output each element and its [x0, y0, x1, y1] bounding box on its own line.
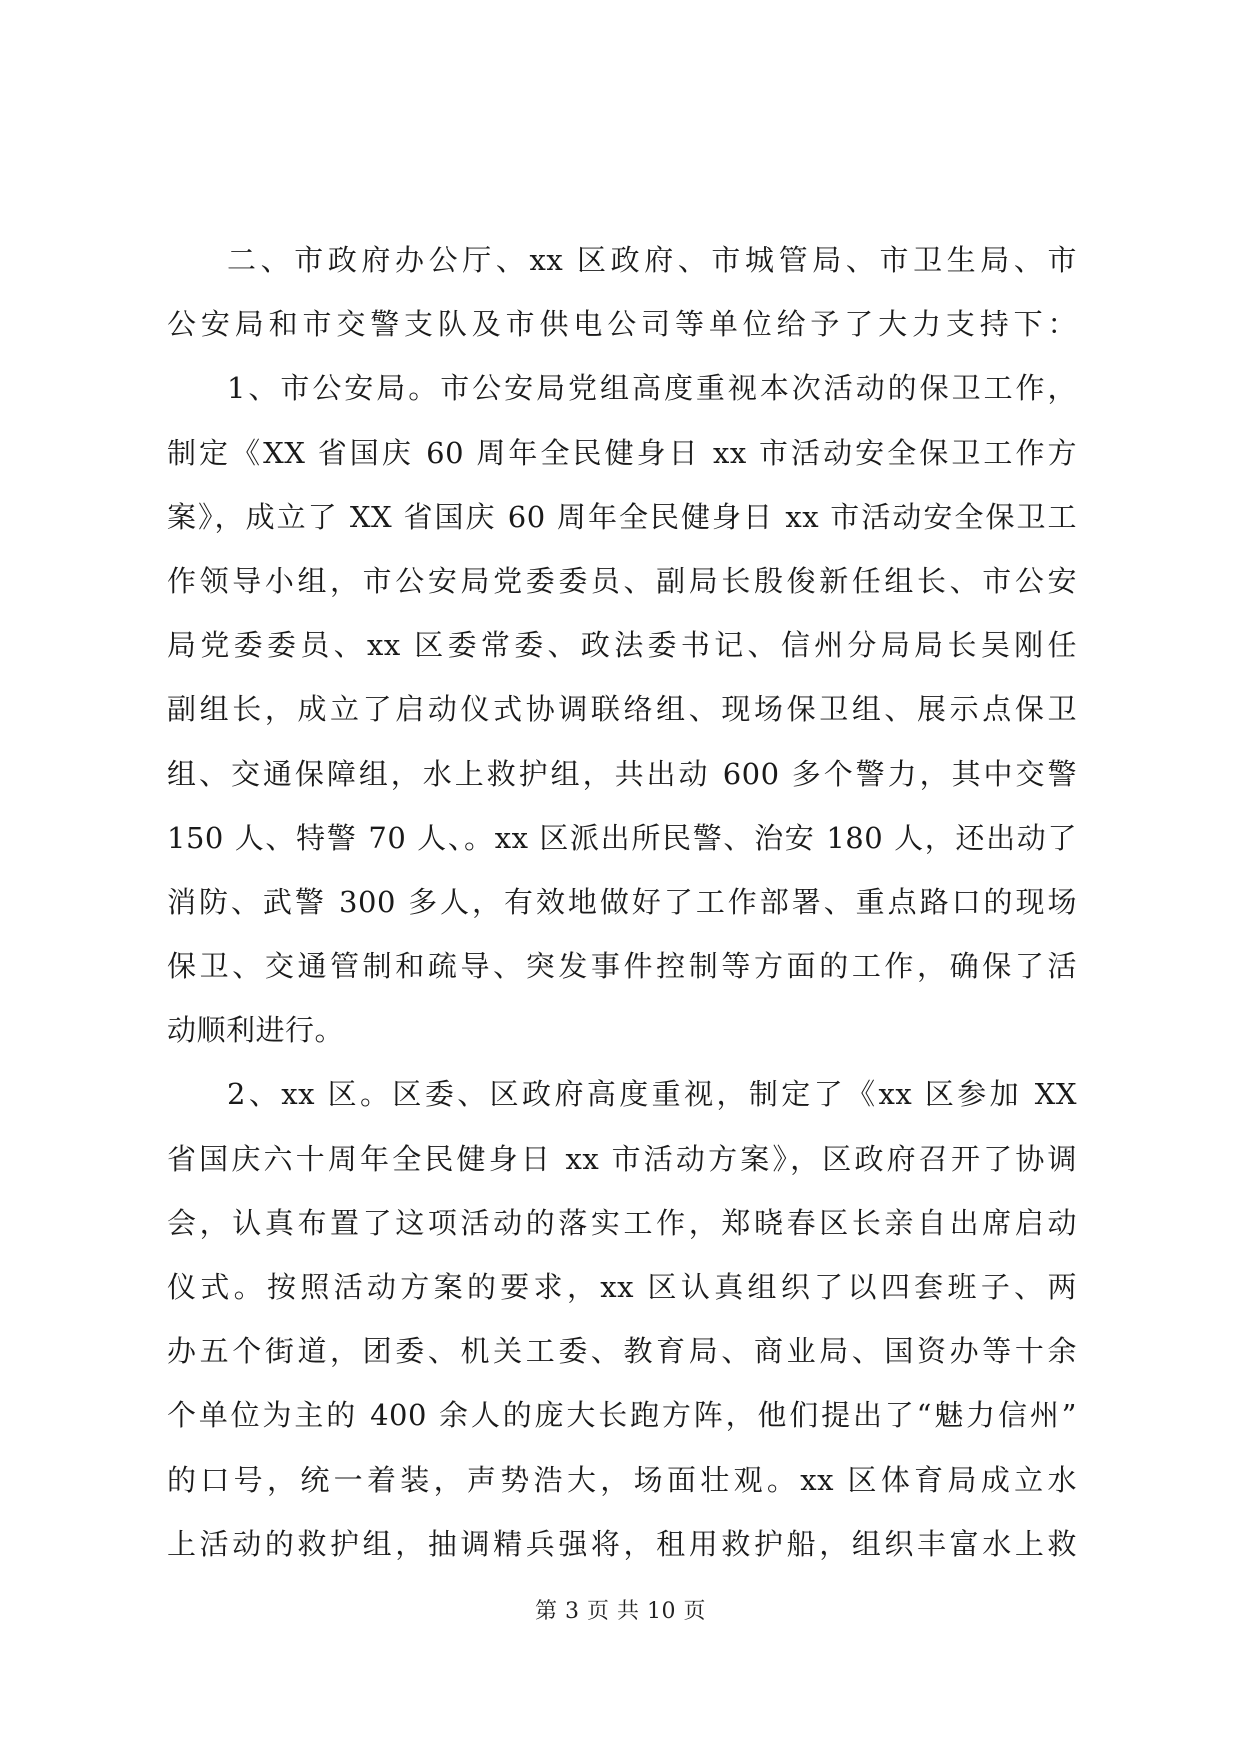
text-line: 公安局和市交警支队及市供电公司等单位给予了大力支持下： [167, 307, 1077, 342]
text-line: 办五个街道，团委、机关工委、教育局、商业局、国资办等十余 [167, 1334, 1077, 1369]
text-line: 省国庆六十周年全民健身日 xx 市活动方案》，区政府召开了协调 [167, 1141, 1077, 1176]
text-line: 案》，成立了 XX 省国庆 60 周年全民健身日 xx 市活动安全保卫工 [167, 499, 1077, 534]
text-line: 组、交通保障组，水上救护组，共出动 600 多个警力，其中交警 [167, 756, 1077, 791]
text-line: 2、xx 区。区委、区政府高度重视，制定了《xx 区参加 XX [227, 1077, 1077, 1112]
document-body [167, 228, 1077, 1576]
text-line: 1、市公安局。市公安局党组高度重视本次活动的保卫工作， [227, 371, 1077, 406]
text-line: 个单位为主的 400 余人的庞大长跑方阵，他们提出了“魅力信州” [167, 1398, 1077, 1433]
text-line: 制定《XX 省国庆 60 周年全民健身日 xx 市活动安全保卫工作方 [167, 435, 1077, 470]
text-line: 局党委委员、xx 区委常委、政法委书记、信州分局局长吴刚任 [167, 628, 1077, 663]
text-line: 作领导小组，市公安局党委委员、副局长殷俊新任组长、市公安 [167, 563, 1077, 598]
text-line: 150 人、特警 70 人、。xx 区派出所民警、治安 180 人，还出动了 [167, 820, 1077, 855]
text-line: 上活动的救护组，抽调精兵强将，租用救护船，组织丰富水上救 [167, 1526, 1077, 1561]
text-line: 的口号，统一着装，声势浩大，场面壮观。xx 区体育局成立水 [167, 1462, 1077, 1497]
page-number-footer: 第 3 页 共 10 页 [535, 1599, 706, 1624]
text-line: 副组长，成立了启动仪式协调联络组、现场保卫组、展示点保卫 [167, 692, 1077, 727]
text-line: 保卫、交通管制和疏导、突发事件控制等方面的工作，确保了活 [167, 949, 1077, 984]
text-line: 会，认真布置了这项活动的落实工作，郑晓春区长亲自出席启动 [167, 1205, 1077, 1240]
text-line: 消防、武警 300 多人，有效地做好了工作部署、重点路口的现场 [167, 884, 1077, 919]
text-line: 二、市政府办公厅、xx 区政府、市城管局、市卫生局、市 [227, 243, 1077, 277]
text-line: 动顺利进行。 [167, 1013, 345, 1048]
text-line: 仪式。按照活动方案的要求，xx 区认真组织了以四套班子、两 [167, 1270, 1077, 1304]
